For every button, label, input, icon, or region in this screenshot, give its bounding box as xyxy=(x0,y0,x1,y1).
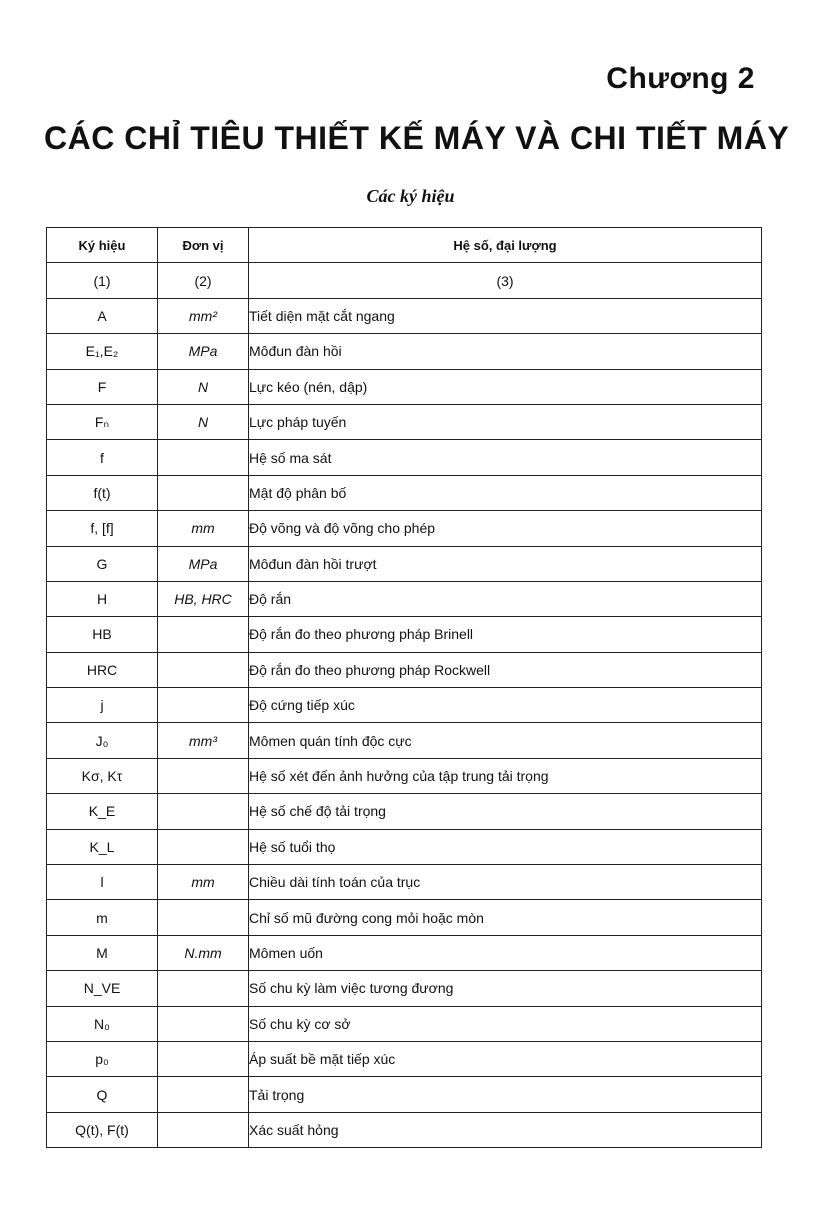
symbol-cell: Q xyxy=(47,1077,158,1112)
description-cell: Độ rắn đo theo phương pháp Brinell xyxy=(249,617,762,652)
unit-cell: N xyxy=(158,404,249,439)
description-cell: Lực kéo (nén, dập) xyxy=(249,369,762,404)
unit-cell xyxy=(158,829,249,864)
table-row xyxy=(47,865,762,900)
table-row xyxy=(47,546,762,581)
symbol-cell: Q(t), F(t) xyxy=(47,1112,158,1147)
symbol-cell: F xyxy=(47,369,158,404)
table-row xyxy=(47,440,762,475)
symbol-cell: HRC xyxy=(47,652,158,687)
description-cell: Môđun đàn hồi trượt xyxy=(249,546,762,581)
table-row xyxy=(47,511,762,546)
description-cell: Mômen quán tính độc cực xyxy=(249,723,762,758)
unit-cell: mm² xyxy=(158,298,249,333)
description-cell: Hệ số chế độ tải trọng xyxy=(249,794,762,829)
symbol-cell: J₀ xyxy=(47,723,158,758)
description-cell: Chiều dài tính toán của trục xyxy=(249,865,762,900)
description-cell: Tiết diện mặt cắt ngang xyxy=(249,298,762,333)
description-cell: Độ cứng tiếp xúc xyxy=(249,688,762,723)
unit-cell xyxy=(158,794,249,829)
symbol-cell: Fₙ xyxy=(47,404,158,439)
description-cell: Số chu kỳ làm việc tương đương xyxy=(249,971,762,1006)
column-number-2: (2) xyxy=(158,263,249,298)
symbol-cell: H xyxy=(47,581,158,616)
symbol-cell: M xyxy=(47,935,158,970)
unit-cell: N xyxy=(158,369,249,404)
symbol-cell: j xyxy=(47,688,158,723)
unit-cell xyxy=(158,475,249,510)
section-subtitle: Các ký hiệu xyxy=(366,186,455,206)
unit-cell xyxy=(158,440,249,475)
unit-cell: mm xyxy=(158,865,249,900)
symbol-cell: f, [f] xyxy=(47,511,158,546)
unit-cell xyxy=(158,758,249,793)
unit-cell xyxy=(158,971,249,1006)
unit-cell xyxy=(158,1112,249,1147)
description-cell: Lực pháp tuyến xyxy=(249,404,762,439)
table-row xyxy=(47,475,762,510)
unit-cell: MPa xyxy=(158,334,249,369)
symbol-cell: Kσ, Kτ xyxy=(47,758,158,793)
table-row xyxy=(47,617,762,652)
column-number-row xyxy=(47,263,762,298)
chapter-label: Chương 2 xyxy=(606,62,755,95)
unit-cell: HB, HRC xyxy=(158,581,249,616)
table-row xyxy=(47,829,762,864)
symbol-cell: l xyxy=(47,865,158,900)
description-cell: Áp suất bề mặt tiếp xúc xyxy=(249,1041,762,1076)
description-cell: Hệ số tuổi thọ xyxy=(249,829,762,864)
table-row xyxy=(47,1041,762,1076)
table-row xyxy=(47,369,762,404)
description-cell: Chỉ số mũ đường cong mỏi hoặc mòn xyxy=(249,900,762,935)
table-row xyxy=(47,334,762,369)
symbols-table xyxy=(46,227,762,1148)
symbol-cell: HB xyxy=(47,617,158,652)
description-cell: Xác suất hỏng xyxy=(249,1112,762,1147)
description-cell: Mật độ phân bố xyxy=(249,475,762,510)
unit-cell xyxy=(158,652,249,687)
symbol-cell: f xyxy=(47,440,158,475)
symbol-cell: K_E xyxy=(47,794,158,829)
symbol-cell: E₁,E₂ xyxy=(47,334,158,369)
table-row xyxy=(47,1006,762,1041)
symbol-cell: G xyxy=(47,546,158,581)
column-number-1: (1) xyxy=(47,263,158,298)
column-number-3: (3) xyxy=(249,263,762,298)
unit-cell: mm³ xyxy=(158,723,249,758)
table-row xyxy=(47,652,762,687)
symbol-cell: K_L xyxy=(47,829,158,864)
description-cell: Môđun đàn hồi xyxy=(249,334,762,369)
table-body xyxy=(47,263,762,1148)
description-cell: Độ võng và độ võng cho phép xyxy=(249,511,762,546)
page-title: CÁC CHỈ TIÊU THIẾT KẾ MÁY VÀ CHI TIẾT MÁY xyxy=(44,120,790,156)
symbol-cell: N_VE xyxy=(47,971,158,1006)
unit-cell xyxy=(158,1077,249,1112)
table-row xyxy=(47,298,762,333)
symbol-cell: m xyxy=(47,900,158,935)
description-cell: Mômen uốn xyxy=(249,935,762,970)
unit-cell xyxy=(158,1006,249,1041)
header-quantity: Hệ số, đại lượng xyxy=(249,228,762,263)
header-unit: Đơn vị xyxy=(158,228,249,263)
unit-cell xyxy=(158,900,249,935)
unit-cell xyxy=(158,617,249,652)
description-cell: Độ rắn xyxy=(249,581,762,616)
unit-cell: N.mm xyxy=(158,935,249,970)
table-row xyxy=(47,971,762,1006)
table-row xyxy=(47,688,762,723)
table-row xyxy=(47,758,762,793)
description-cell: Độ rắn đo theo phương pháp Rockwell xyxy=(249,652,762,687)
table-row xyxy=(47,723,762,758)
description-cell: Hệ số ma sát xyxy=(249,440,762,475)
symbol-cell: f(t) xyxy=(47,475,158,510)
table-header-row xyxy=(47,228,762,263)
description-cell: Số chu kỳ cơ sở xyxy=(249,1006,762,1041)
header-symbol: Ký hiệu xyxy=(47,228,158,263)
table-row xyxy=(47,900,762,935)
unit-cell: mm xyxy=(158,511,249,546)
table-row xyxy=(47,1112,762,1147)
table-row xyxy=(47,935,762,970)
table-row xyxy=(47,404,762,439)
symbol-cell: N₀ xyxy=(47,1006,158,1041)
description-cell: Tải trọng xyxy=(249,1077,762,1112)
table-row xyxy=(47,1077,762,1112)
symbol-cell: p₀ xyxy=(47,1041,158,1076)
table-row xyxy=(47,794,762,829)
table-row xyxy=(47,581,762,616)
description-cell: Hệ số xét đến ảnh hưởng của tập trung tải trọng xyxy=(249,758,762,793)
unit-cell: MPa xyxy=(158,546,249,581)
symbol-cell: A xyxy=(47,298,158,333)
unit-cell xyxy=(158,688,249,723)
unit-cell xyxy=(158,1041,249,1076)
